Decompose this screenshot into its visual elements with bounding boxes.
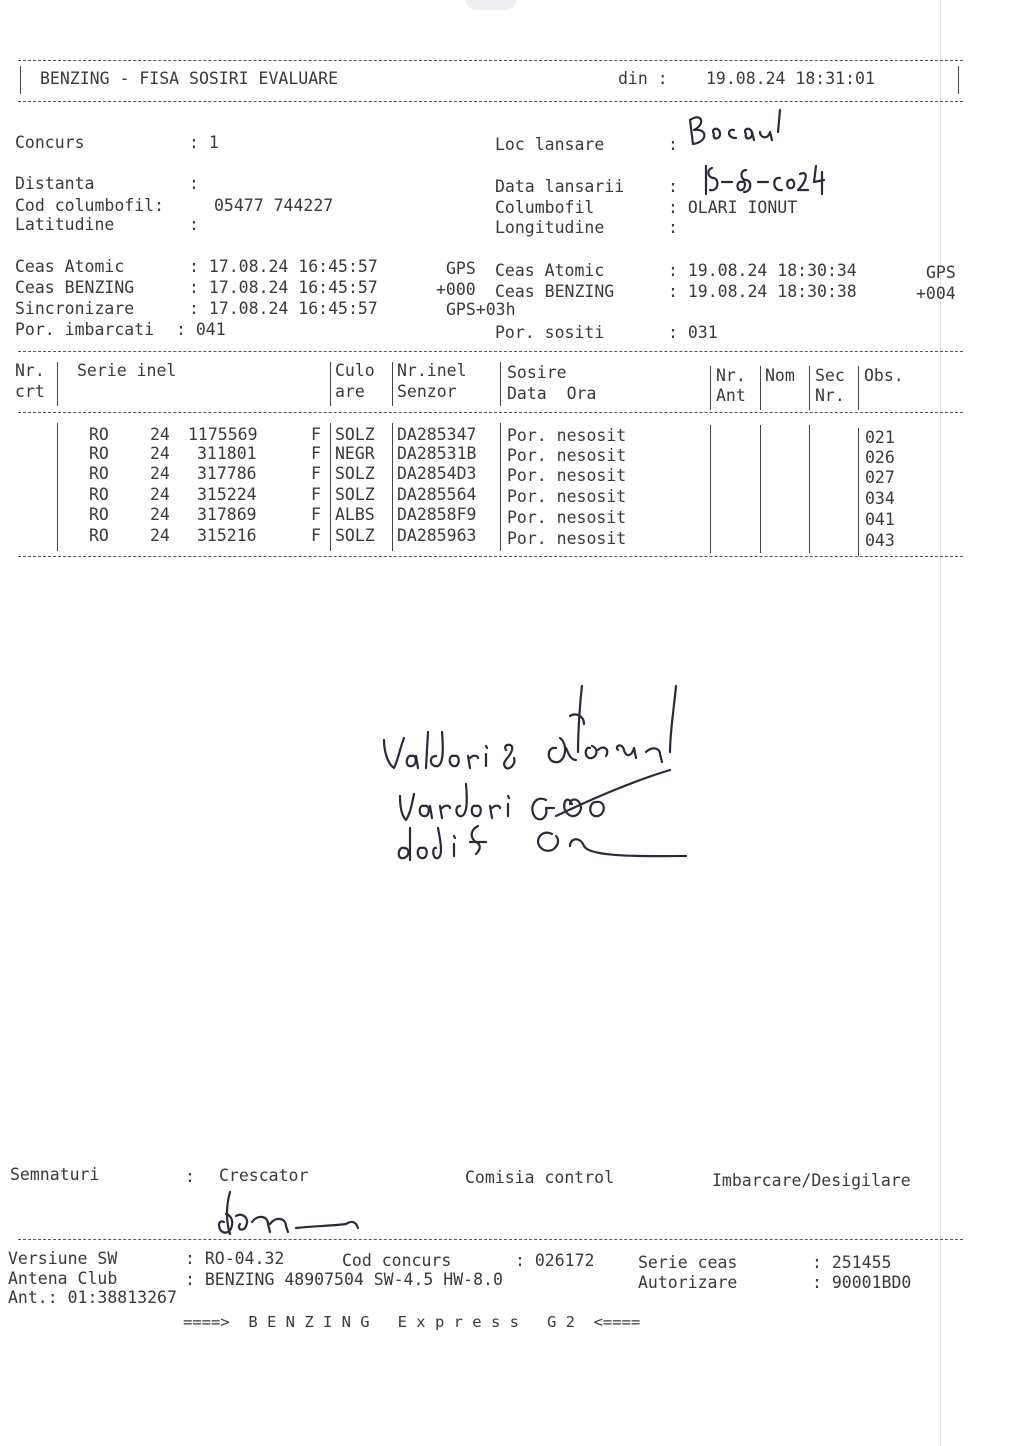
divider <box>18 556 963 557</box>
cell-tara: RO <box>89 485 109 504</box>
imbarcare-desigilare-label: Imbarcare/Desigilare <box>712 1171 911 1190</box>
ceas-benzing-end-label: Ceas BENZING <box>495 282 615 301</box>
cell-sosire: Por. nesosit <box>507 426 627 445</box>
ceas-benzing-start-suffix: +000 <box>436 280 476 299</box>
ant-line: Ant.: 01:38813267 <box>8 1288 177 1307</box>
cell-sosire: Por. nesosit <box>507 508 627 527</box>
cell-culoare: SOLZ <box>335 526 375 545</box>
cell-sosire: Por. nesosit <box>507 529 627 548</box>
header-sec-nr-2: Nr. <box>815 386 845 405</box>
cell-sex: F <box>311 444 321 463</box>
cell-sex: F <box>311 485 321 504</box>
column-divider <box>710 366 711 410</box>
header-sec-nr: Sec <box>815 366 845 385</box>
latitudine-label: Latitudine <box>15 215 115 234</box>
column-divider <box>392 423 393 551</box>
latitudine-value: : <box>189 215 199 234</box>
cell-obs: 034 <box>865 489 895 508</box>
header-nr-crt-2: crt <box>15 382 45 401</box>
date-label: din : <box>618 69 668 88</box>
column-divider <box>858 428 859 556</box>
cell-obs: 027 <box>865 468 895 487</box>
cell-an: 24 <box>150 526 170 545</box>
data-lansarii-label: Data lansarii <box>495 177 625 196</box>
distanta-label: Distanta <box>15 174 95 193</box>
cell-inel: 1175569 <box>188 425 258 444</box>
versiune-sw-label: Versiune SW <box>8 1249 118 1268</box>
versiune-sw-value: : RO-04.32 <box>185 1249 285 1268</box>
divider <box>18 1239 963 1240</box>
handwritten-signature-crescator <box>212 1186 372 1242</box>
cell-tara: RO <box>89 425 109 444</box>
loc-lansare-label: Loc lansare <box>495 135 605 154</box>
cell-tara: RO <box>89 464 109 483</box>
concurs-label: Concurs <box>15 133 85 152</box>
header-data-ora: Data Ora <box>507 384 597 403</box>
header-nr-inel-senzor-2: Senzor <box>397 382 457 401</box>
concurs-value: : 1 <box>189 133 219 152</box>
header-nom: Nom <box>765 366 795 385</box>
cod-concurs-label: Cod concurs <box>342 1251 452 1270</box>
ceas-atomic-start-suffix: GPS <box>446 259 476 278</box>
distanta-value: : <box>189 174 199 193</box>
autorizare-label: Autorizare <box>638 1273 738 1292</box>
cell-obs: 041 <box>865 510 895 529</box>
scan-edge <box>940 0 941 1446</box>
handwritten-notes <box>370 672 700 872</box>
cell-tara: RO <box>89 444 109 463</box>
header-nr-ant: Nr. <box>716 366 746 385</box>
cell-senzor: DA285564 <box>397 485 477 504</box>
cell-obs: 026 <box>865 448 895 467</box>
cod-columbofil-label: Cod columbofil: <box>15 196 165 215</box>
cell-inel: 317786 <box>197 464 257 483</box>
header-border-right <box>958 66 959 94</box>
data-lansarii-colon: : <box>668 177 678 196</box>
header-nr-crt: Nr. <box>15 361 45 380</box>
autorizare-value: : 90001BD0 <box>812 1273 912 1292</box>
report-date: 19.08.24 18:31:01 <box>706 69 875 88</box>
benzing-express-banner: ====> B E N Z I N G E x p r e s s G 2 <==== <box>183 1313 641 1331</box>
column-divider <box>809 425 810 553</box>
column-divider <box>858 366 859 410</box>
antena-club-label: Antena Club <box>8 1269 118 1288</box>
ceas-atomic-end-value: : 19.08.24 18:30:34 <box>668 261 857 280</box>
divider <box>18 101 963 102</box>
ceas-atomic-end-suffix: GPS <box>926 263 956 282</box>
cell-inel: 315224 <box>197 485 257 504</box>
cell-senzor: DA2854D3 <box>397 464 477 483</box>
semnaturi-colon: : <box>185 1167 195 1186</box>
por-imbarcati-label: Por. imbarcati <box>15 320 155 339</box>
comisia-control-label: Comisia control <box>465 1168 615 1187</box>
cell-senzor: DA28531B <box>397 444 477 463</box>
header-culoare-2: are <box>335 382 365 401</box>
cell-an: 24 <box>150 444 170 463</box>
column-divider <box>330 423 331 551</box>
longitudine-label: Longitudine <box>495 218 605 237</box>
por-imbarcati-value: : 041 <box>176 320 226 339</box>
column-divider <box>500 423 501 551</box>
semnaturi-label: Semnaturi <box>10 1165 100 1184</box>
column-divider <box>392 362 393 406</box>
column-divider <box>710 425 711 553</box>
handwritten-loc-lansare <box>684 104 794 148</box>
cell-sex: F <box>311 425 321 444</box>
cell-an: 24 <box>150 425 170 444</box>
cell-sex: F <box>311 464 321 483</box>
por-sositi-label: Por. sositi <box>495 323 605 342</box>
sincronizare-suffix: GPS+03h <box>446 300 516 319</box>
cod-columbofil-value: 05477 744227 <box>214 196 334 215</box>
cell-culoare: SOLZ <box>335 425 375 444</box>
serie-ceas-value: : 251455 <box>812 1253 892 1272</box>
por-sositi-value: : 031 <box>668 323 718 342</box>
cell-culoare: SOLZ <box>335 485 375 504</box>
cell-an: 24 <box>150 485 170 504</box>
report-title: BENZING - FISA SOSIRI EVALUARE <box>40 69 339 88</box>
ceas-atomic-end-label: Ceas Atomic <box>495 261 605 280</box>
cell-senzor: DA285963 <box>397 526 477 545</box>
cell-an: 24 <box>150 464 170 483</box>
ceas-benzing-end-suffix: +004 <box>916 284 956 303</box>
ceas-benzing-end-value: : 19.08.24 18:30:38 <box>668 282 857 301</box>
divider <box>18 351 963 352</box>
column-divider <box>330 362 331 406</box>
cell-inel: 317869 <box>197 505 257 524</box>
header-obs: Obs. <box>864 366 904 385</box>
cell-obs: 021 <box>865 428 895 447</box>
column-divider <box>809 366 810 410</box>
header-nr-inel-senzor: Nr.inel <box>397 361 467 380</box>
header-serie-inel: Serie inel <box>77 361 177 380</box>
cell-tara: RO <box>89 526 109 545</box>
divider <box>18 60 963 61</box>
handwritten-data-lansarii <box>698 158 830 200</box>
header-nr-ant-2: Ant <box>716 386 746 405</box>
ceas-atomic-start-label: Ceas Atomic <box>15 257 125 276</box>
cell-senzor: DA2858F9 <box>397 505 477 524</box>
cell-sex: F <box>311 505 321 524</box>
column-divider <box>57 423 58 551</box>
cod-concurs-value: : 026172 <box>515 1251 595 1270</box>
columbofil-label: Columbofil <box>495 198 595 217</box>
serie-ceas-label: Serie ceas <box>638 1253 738 1272</box>
header-border-left <box>20 66 21 94</box>
sincronizare-value: : 17.08.24 16:45:57 <box>189 299 378 318</box>
cell-sosire: Por. nesosit <box>507 487 627 506</box>
scan-smudge <box>466 0 516 10</box>
column-divider <box>760 425 761 553</box>
cell-tara: RO <box>89 505 109 524</box>
ceas-benzing-start-value: : 17.08.24 16:45:57 <box>189 278 378 297</box>
header-culoare: Culo <box>335 361 375 380</box>
crescator-label: Crescator <box>219 1166 309 1185</box>
longitudine-value: : <box>668 218 678 237</box>
cell-culoare: ALBS <box>335 505 375 524</box>
cell-sex: F <box>311 526 321 545</box>
antena-club-value: : BENZING 48907504 SW-4.5 HW-8.0 <box>185 1270 503 1289</box>
cell-an: 24 <box>150 505 170 524</box>
columbofil-value: : OLARI IONUT <box>668 198 798 217</box>
cell-culoare: SOLZ <box>335 464 375 483</box>
cell-inel: 315216 <box>197 526 257 545</box>
ceas-atomic-start-value: : 17.08.24 16:45:57 <box>189 257 378 276</box>
cell-sosire: Por. nesosit <box>507 446 627 465</box>
loc-lansare-colon: : <box>668 135 678 154</box>
column-divider <box>57 362 58 406</box>
column-divider <box>500 362 501 406</box>
cell-culoare: NEGR <box>335 444 375 463</box>
cell-obs: 043 <box>865 531 895 550</box>
ceas-benzing-start-label: Ceas BENZING <box>15 278 135 297</box>
column-divider <box>760 366 761 410</box>
sincronizare-label: Sincronizare <box>15 299 135 318</box>
cell-senzor: DA285347 <box>397 425 477 444</box>
header-sosire: Sosire <box>507 363 567 382</box>
cell-sosire: Por. nesosit <box>507 466 627 485</box>
cell-inel: 311801 <box>197 444 257 463</box>
divider <box>18 412 963 413</box>
